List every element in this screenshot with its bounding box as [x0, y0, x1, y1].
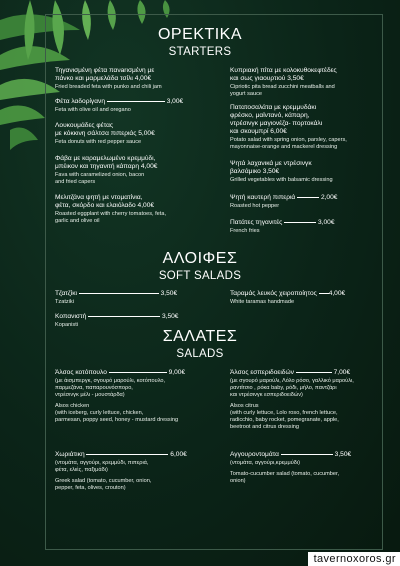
menu-item — [55, 67, 205, 91]
menu-item — [55, 451, 210, 492]
menu-item — [230, 290, 375, 306]
item-description: Feta with olive oil and oregano — [55, 107, 131, 113]
item-price: 3,00€ — [318, 219, 335, 226]
item-description: Greek salad (tomato, cucumber, onion, pepper, feta, olives, crouton) — [55, 478, 152, 491]
menu-item — [230, 369, 380, 431]
menu-item — [55, 98, 205, 114]
item-description: Tzatziki — [55, 299, 74, 305]
item-price: 4,00€ — [328, 290, 346, 297]
item-price: 3,50€ — [262, 168, 280, 175]
item-name: Άλσος κοτόπουλο — [55, 369, 107, 376]
menu-item — [55, 155, 205, 186]
item-description: Feta donuts with red pepper sauce — [55, 139, 142, 145]
item-name: Ψητά λαχανικά με ντρέσινγκ βαλσάμικο — [230, 160, 312, 175]
salads-title-greek: ΣΑΛΑΤΕΣ — [162, 328, 238, 345]
item-price: 3,50€ — [161, 313, 179, 320]
item-description: Kopanisti — [55, 322, 79, 328]
item-price: 9,00€ — [168, 369, 186, 376]
item-name: Κοπανιστή — [55, 313, 87, 320]
item-price: 5,00€ — [138, 130, 155, 137]
soft-salads-title-english: SOFT SALADS — [158, 270, 242, 282]
item-price: 7,00€ — [333, 369, 351, 376]
item-name: Φέτα λαδορίγανη — [55, 98, 105, 105]
item-description: Grilled vegetables with balsamic dressing — [230, 177, 333, 183]
menu-item — [55, 369, 210, 424]
item-description: French fries — [230, 228, 260, 234]
item-price: 2,00€ — [320, 194, 338, 201]
item-price: 4,00€ — [134, 75, 152, 82]
item-description: Potato salad with spring onion, parsley, capers, mayonnaise-orange and mackerel dressing — [230, 137, 347, 150]
item-price: 4,00€ — [140, 163, 158, 170]
menu-item — [55, 122, 205, 146]
menu-item — [230, 160, 375, 184]
menu-item — [230, 451, 380, 485]
item-description: Fava with caramelized onion, bacon and fried capers — [55, 172, 145, 185]
salads-title-english: SALADS — [176, 348, 224, 360]
item-name: Λουκουμάδες φέτας με κόκκινη σάλτσα πιπεριάς — [55, 122, 137, 137]
item-name: Αγγουροντομάτα — [230, 451, 279, 458]
menu-item — [55, 290, 205, 306]
watermark: tavernoxoros.gr — [308, 552, 400, 566]
item-description: Roasted hot pepper — [230, 203, 280, 209]
menu-item — [230, 219, 375, 235]
item-description: Alsos citrus (with curly lettuce, Lolo roso, french lettuce, radicchio, baby rocket, pomegranate, apple, beetroot and citrus dressing — [230, 403, 339, 430]
item-price: 3,50€ — [287, 75, 304, 82]
item-name: Πατατοσαλάτα με κρεμμυδάκι φρέσκο, μαϊντανό, κάπαρη, ντρέσινγκ μαγιονέζα- πορτοκάλι και σκουμπρί — [230, 104, 323, 135]
item-description: Fried breaded feta with punko and chili jam — [55, 84, 162, 90]
item-name: Μελιτζάνα ψητή με ντοματίνια, φέτα, σκόρδο και ελαιόλαδο — [55, 194, 143, 209]
item-name: Κυπριακή πίτα με κολοκυθοκεφτέδες και σως γιαουρτιού — [230, 67, 337, 82]
item-name: Φάβα με καραμελωμένο κρεμμύδι, μπέικον και τηγανιτή κάπαρη — [55, 155, 156, 170]
item-ingredients: (με άισμπεργκ, σγουρό μαρούλι, κοτόπουλο, παρμεζάνα, παπαρουνόσπορο, ντρέσινγκ μέλι - μουστάρδα) — [55, 378, 166, 398]
item-price: 3,50€ — [334, 451, 352, 458]
item-name: Άλσος εσπεριδοειδών — [230, 369, 294, 376]
menu-item — [55, 194, 205, 225]
item-description: White taramas handmade — [230, 299, 295, 305]
item-name: Ταραμάς λευκός χειροποίητος — [230, 290, 317, 297]
starters-title-english: STARTERS — [168, 46, 232, 58]
starters-title-greek: ΟΡΕΚΤΙΚΑ — [157, 26, 243, 43]
item-price: 3,50€ — [160, 290, 178, 297]
soft-salads-title-greek: ΑΛΟΙΦΕΣ — [162, 250, 238, 267]
menu-item — [230, 194, 375, 210]
menu-item — [55, 313, 205, 329]
item-price: 3,00€ — [166, 98, 184, 105]
item-name: Ψητή καυτερή πιπεριά — [230, 194, 296, 201]
item-name: Τζατζίκι — [55, 290, 77, 297]
item-ingredients: (ντομάτα, αγγούρι, κρεμμύδι, πιπεριά, φέτα, ελιές, παξιμάδι) — [55, 460, 149, 473]
item-price: 6,00€ — [170, 451, 187, 458]
menu-item — [230, 104, 375, 151]
item-ingredients: (με σγουρό μαρούλι, Λόλο ρόσο, γαλλικό μαρούλι, ραντίτσιο , ρόκα baby, ρόδι, μήλο, παντζάρι και ντρέσινγκ εσπεριδοειδών) — [230, 378, 354, 398]
item-description: Cipriotic pita bread zucchini meatballs and yogurt sauce — [230, 84, 335, 97]
item-ingredients: (ντομάτα, αγγούρι,κρεμμύδι) — [230, 460, 301, 466]
item-price: 6,00€ — [270, 128, 287, 135]
item-name: Χωριάτικη — [55, 451, 85, 458]
item-price: 4,00€ — [137, 202, 155, 209]
item-description: Roasted eggplant with cherry tomatoes, feta, garlic and olive oil — [55, 211, 167, 224]
item-name: Πατάτες τηγανιτές — [230, 219, 283, 226]
menu-item — [230, 67, 375, 98]
item-description: Alsos chicken (with iceberg, curly lettuce, chicken, parmesan, poppy seed, honey - mustard dressing — [55, 403, 179, 423]
item-description: Tomato-cucumber salad (tomato, cucumber, onion) — [230, 471, 340, 484]
item-name: Τηγανισμένη φέτα πανarισμένη με πάνκο και μαρμελάδα τσίλι — [55, 67, 155, 82]
